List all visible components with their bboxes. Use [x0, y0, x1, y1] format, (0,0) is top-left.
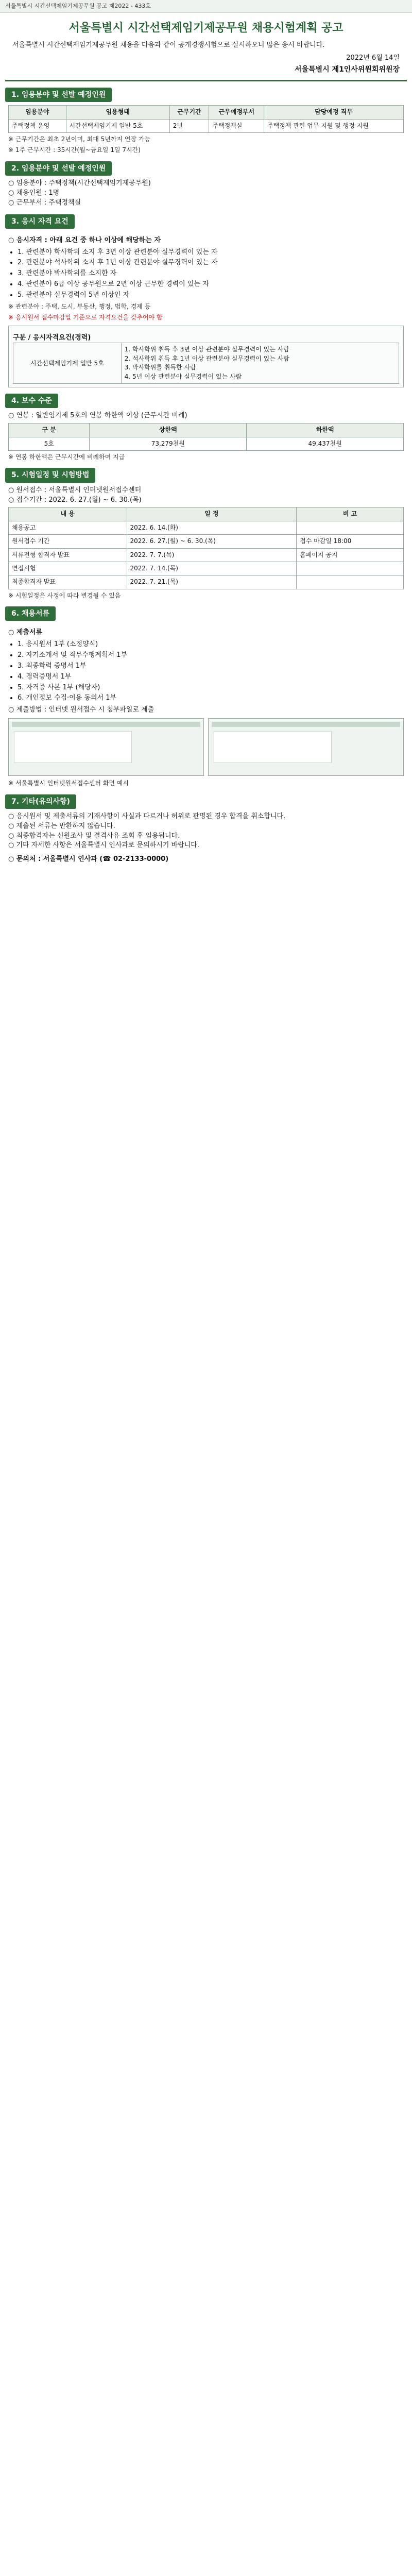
section-2-title: 2. 임용분야 및 선발 예정인원	[5, 161, 112, 176]
screenshot-caption: ※ 서울특별시 인터넷원서접수센터 화면 예시	[8, 779, 129, 787]
cell-remark	[297, 562, 404, 575]
th-type: 임용형태	[66, 106, 169, 119]
table-note-1: ※ 근무기간은 최초 2년이며, 최대 5년까지 연장 가능	[8, 135, 151, 143]
section-3	[5, 214, 407, 388]
qual-lead: ○ 응시자격 : 아래 요건 중 하나 이상에 해당하는 자	[8, 236, 161, 244]
list-item: ○ 근무부서 : 주택정책실	[8, 198, 81, 207]
screenshot-bar	[212, 722, 400, 727]
list-item: • 5. 자격증 사본 1부 (해당자)	[18, 683, 404, 693]
qual-box-left: 시간선택제임기제 일반 5호	[13, 343, 122, 384]
table-row	[9, 437, 404, 450]
section-4-title: 4. 보수 수준	[5, 394, 58, 408]
list-item: • 1. 관련분야 학사학위 소지 후 3년 이상 관련분야 실무경력이 있는 자	[18, 248, 404, 258]
list-item: 2. 석사학위 취득 후 1년 이상 관련분야 실무경력이 있는 사람	[124, 354, 289, 362]
screenshot-examples	[8, 718, 404, 776]
cell-duty: 주택정책 관련 업무 지원 및 행정 지원	[264, 119, 404, 132]
th-dept: 근무예정부서	[209, 106, 264, 119]
cell-date: 2022. 7. 21.(목)	[127, 575, 297, 589]
schedule-table	[8, 507, 404, 589]
qual-list	[8, 248, 404, 300]
cell-remark: 홈페이지 공지	[297, 548, 404, 562]
header	[5, 13, 407, 81]
list-item: • 3. 관련분야 박사학위를 소지한 자	[18, 269, 404, 279]
screenshot-block	[214, 731, 332, 763]
list-item: ○ 기타 자세한 사항은 서울특별시 인사과로 문의하시기 바랍니다.	[8, 841, 199, 850]
th-remark: 비 고	[297, 507, 404, 521]
pay-note: ※ 연봉 하한액은 근무시간에 비례하여 지급	[8, 453, 125, 461]
th-date: 일 정	[127, 507, 297, 521]
list-item: 4. 5년 이상 관련분야 실무경력이 있는 사람	[124, 372, 242, 380]
cell-remark	[297, 521, 404, 534]
cell-date: 2022. 6. 27.(월) ~ 6. 30.(목)	[127, 535, 297, 548]
cell-date: 2022. 7. 7.(목)	[127, 548, 297, 562]
th-field: 임용분야	[9, 106, 66, 119]
table-row	[9, 535, 404, 548]
table-row	[9, 548, 404, 562]
cell-item: 채용공고	[9, 521, 127, 534]
qual-table	[13, 343, 399, 384]
list-item: ○ 임용분야 : 주택정책(시간선택제임기제공무원)	[8, 179, 151, 187]
section-6	[5, 606, 407, 788]
table-row	[9, 575, 404, 589]
positions-table	[8, 105, 404, 133]
list-item: • 6. 개인정보 수집·이용 동의서 1부	[18, 693, 404, 703]
cell-type: 시간선택제임기제 일반 5호	[66, 119, 169, 132]
section-7-title: 7. 기타(유의사항)	[5, 794, 76, 809]
section-2	[5, 161, 407, 208]
th-item: 내 용	[9, 507, 127, 521]
cell-date: 2022. 7. 14.(목)	[127, 562, 297, 575]
list-item: • 5. 관련분야 실무경력이 5년 이상인 자	[18, 291, 404, 300]
list-item: • 1. 응시원서 1부 (소정양식)	[18, 640, 404, 650]
list-item: ○ 최종합격자는 신원조사 및 결격사유 조회 후 임용됩니다.	[8, 832, 180, 840]
contact-info: ○ 문의처 : 서울특별시 인사과 (☎ 02-2133-0000)	[8, 855, 169, 863]
list-item: ○ 응시원서 및 제출서류의 기재사항이 사실과 다르거나 허위로 판명된 경우 합격을 취소합니다.	[8, 812, 286, 820]
qual-note: ※ 관련분야 : 주택, 도시, 부동산, 행정, 법학, 경제 등	[8, 302, 151, 310]
list-item: • 2. 관련분야 석사학위 소지 후 1년 이상 관련분야 실무경력이 있는 자	[18, 258, 404, 268]
table-row	[9, 119, 404, 132]
list-item: • 3. 최종학력 증명서 1부	[18, 662, 404, 671]
page-title: 서울특별시 시간선택제임기제공무원 채용시험계획 공고	[68, 21, 344, 35]
list-item: 3. 박사학위를 취득한 사람	[124, 364, 196, 371]
docs-howto: ○ 제출방법 : 인터넷 원서접수 시 첨부파일로 제출	[8, 706, 154, 714]
section-6-title: 6. 채용서류	[5, 606, 56, 621]
screenshot-1	[8, 718, 204, 776]
qual-red-note: ※ 응시원서 접수마감일 기준으로 자격요건을 갖추어야 함	[8, 314, 163, 321]
pay-table	[8, 423, 404, 451]
page	[0, 0, 412, 901]
screenshot-bar	[12, 722, 200, 727]
docs-lead: ○ 제출서류	[8, 629, 43, 637]
screenshot-block	[14, 731, 132, 763]
docs-list	[8, 640, 404, 703]
announce-date: 2022년 6월 14일	[346, 54, 400, 62]
cell-date: 2022. 6. 14.(화)	[127, 521, 297, 534]
section-5	[5, 468, 407, 600]
schedule-lead: ○ 원서접수 : 서울특별시 인터넷원서접수센터	[8, 486, 142, 494]
issuer-org: 서울특별시 제1인사위원회위원장	[295, 65, 400, 74]
schedule-period: ○ 접수기간 : 2022. 6. 27.(월) ~ 6. 30.(목)	[8, 496, 142, 504]
qual-box-title: 구분 / 응시자격요건(경력)	[13, 333, 91, 342]
list-item: • 2. 자기소개서 및 직무수행계획서 1부	[18, 651, 404, 660]
qual-box	[8, 326, 404, 387]
notice-number: 서울특별시 시간선택제임기제공무원 공고 제2022 - 433호	[0, 0, 412, 13]
th-lower: 하한액	[247, 423, 404, 437]
cell-dept: 주택정책실	[209, 119, 264, 132]
th-grade: 구 분	[9, 423, 90, 437]
cell-upper: 73,279천원	[90, 437, 247, 450]
table-note-2: ※ 1주 근무시간 : 35시간(월~금요일 1일 7시간)	[8, 146, 141, 154]
cell-lower: 49,437천원	[247, 437, 404, 450]
cell-remark	[297, 575, 404, 589]
cell-remark: 접수 마감일 18:00	[297, 535, 404, 548]
intro-text: 서울특별시 시간선택제임기제공무원 채용을 다음과 같이 공개경쟁시험으로 실시하오니 많은 응시 바랍니다.	[12, 41, 325, 49]
list-item: • 4. 경력증명서 1부	[18, 672, 404, 682]
list-item: ○ 채용인원 : 1명	[8, 189, 60, 197]
schedule-note: ※ 시험일정은 사정에 따라 변경될 수 있음	[8, 591, 121, 599]
list-item: • 4. 관련분야 6급 이상 공무원으로 2년 이상 근무한 경력이 있는 자	[18, 280, 404, 290]
cell-item: 서류전형 합격자 발표	[9, 548, 127, 562]
th-upper: 상한액	[90, 423, 247, 437]
cell-period: 2년	[169, 119, 209, 132]
cell-grade: 5호	[9, 437, 90, 450]
list-item: ○ 제출된 서류는 반환하지 않습니다.	[8, 822, 115, 830]
table-row	[9, 521, 404, 534]
cell-item: 최종합격자 발표	[9, 575, 127, 589]
th-duty: 담당예정 직무	[264, 106, 404, 119]
list-item: 1. 학사학위 취득 후 3년 이상 관련분야 실무경력이 있는 사람	[124, 346, 289, 353]
section-5-title: 5. 시험일정 및 시험방법	[5, 468, 95, 482]
th-period: 근무기간	[169, 106, 209, 119]
section-1	[5, 88, 407, 155]
screenshot-2	[208, 718, 404, 776]
table-row	[9, 562, 404, 575]
section-3-title: 3. 응시 자격 요건	[5, 214, 75, 229]
footer-space	[0, 865, 412, 885]
section-4	[5, 394, 407, 462]
qual-box-right	[121, 343, 399, 384]
cell-field: 주택정책 운영	[9, 119, 66, 132]
cell-item: 원서접수 기간	[9, 535, 127, 548]
section-1-title: 1. 임용분야 및 선발 예정인원	[5, 88, 112, 102]
cell-item: 면접시험	[9, 562, 127, 575]
section-7	[5, 794, 407, 865]
pay-lead: ○ 연봉 : 일반임기제 5호의 연봉 하한액 이상 (근무시간 비례)	[8, 412, 187, 420]
